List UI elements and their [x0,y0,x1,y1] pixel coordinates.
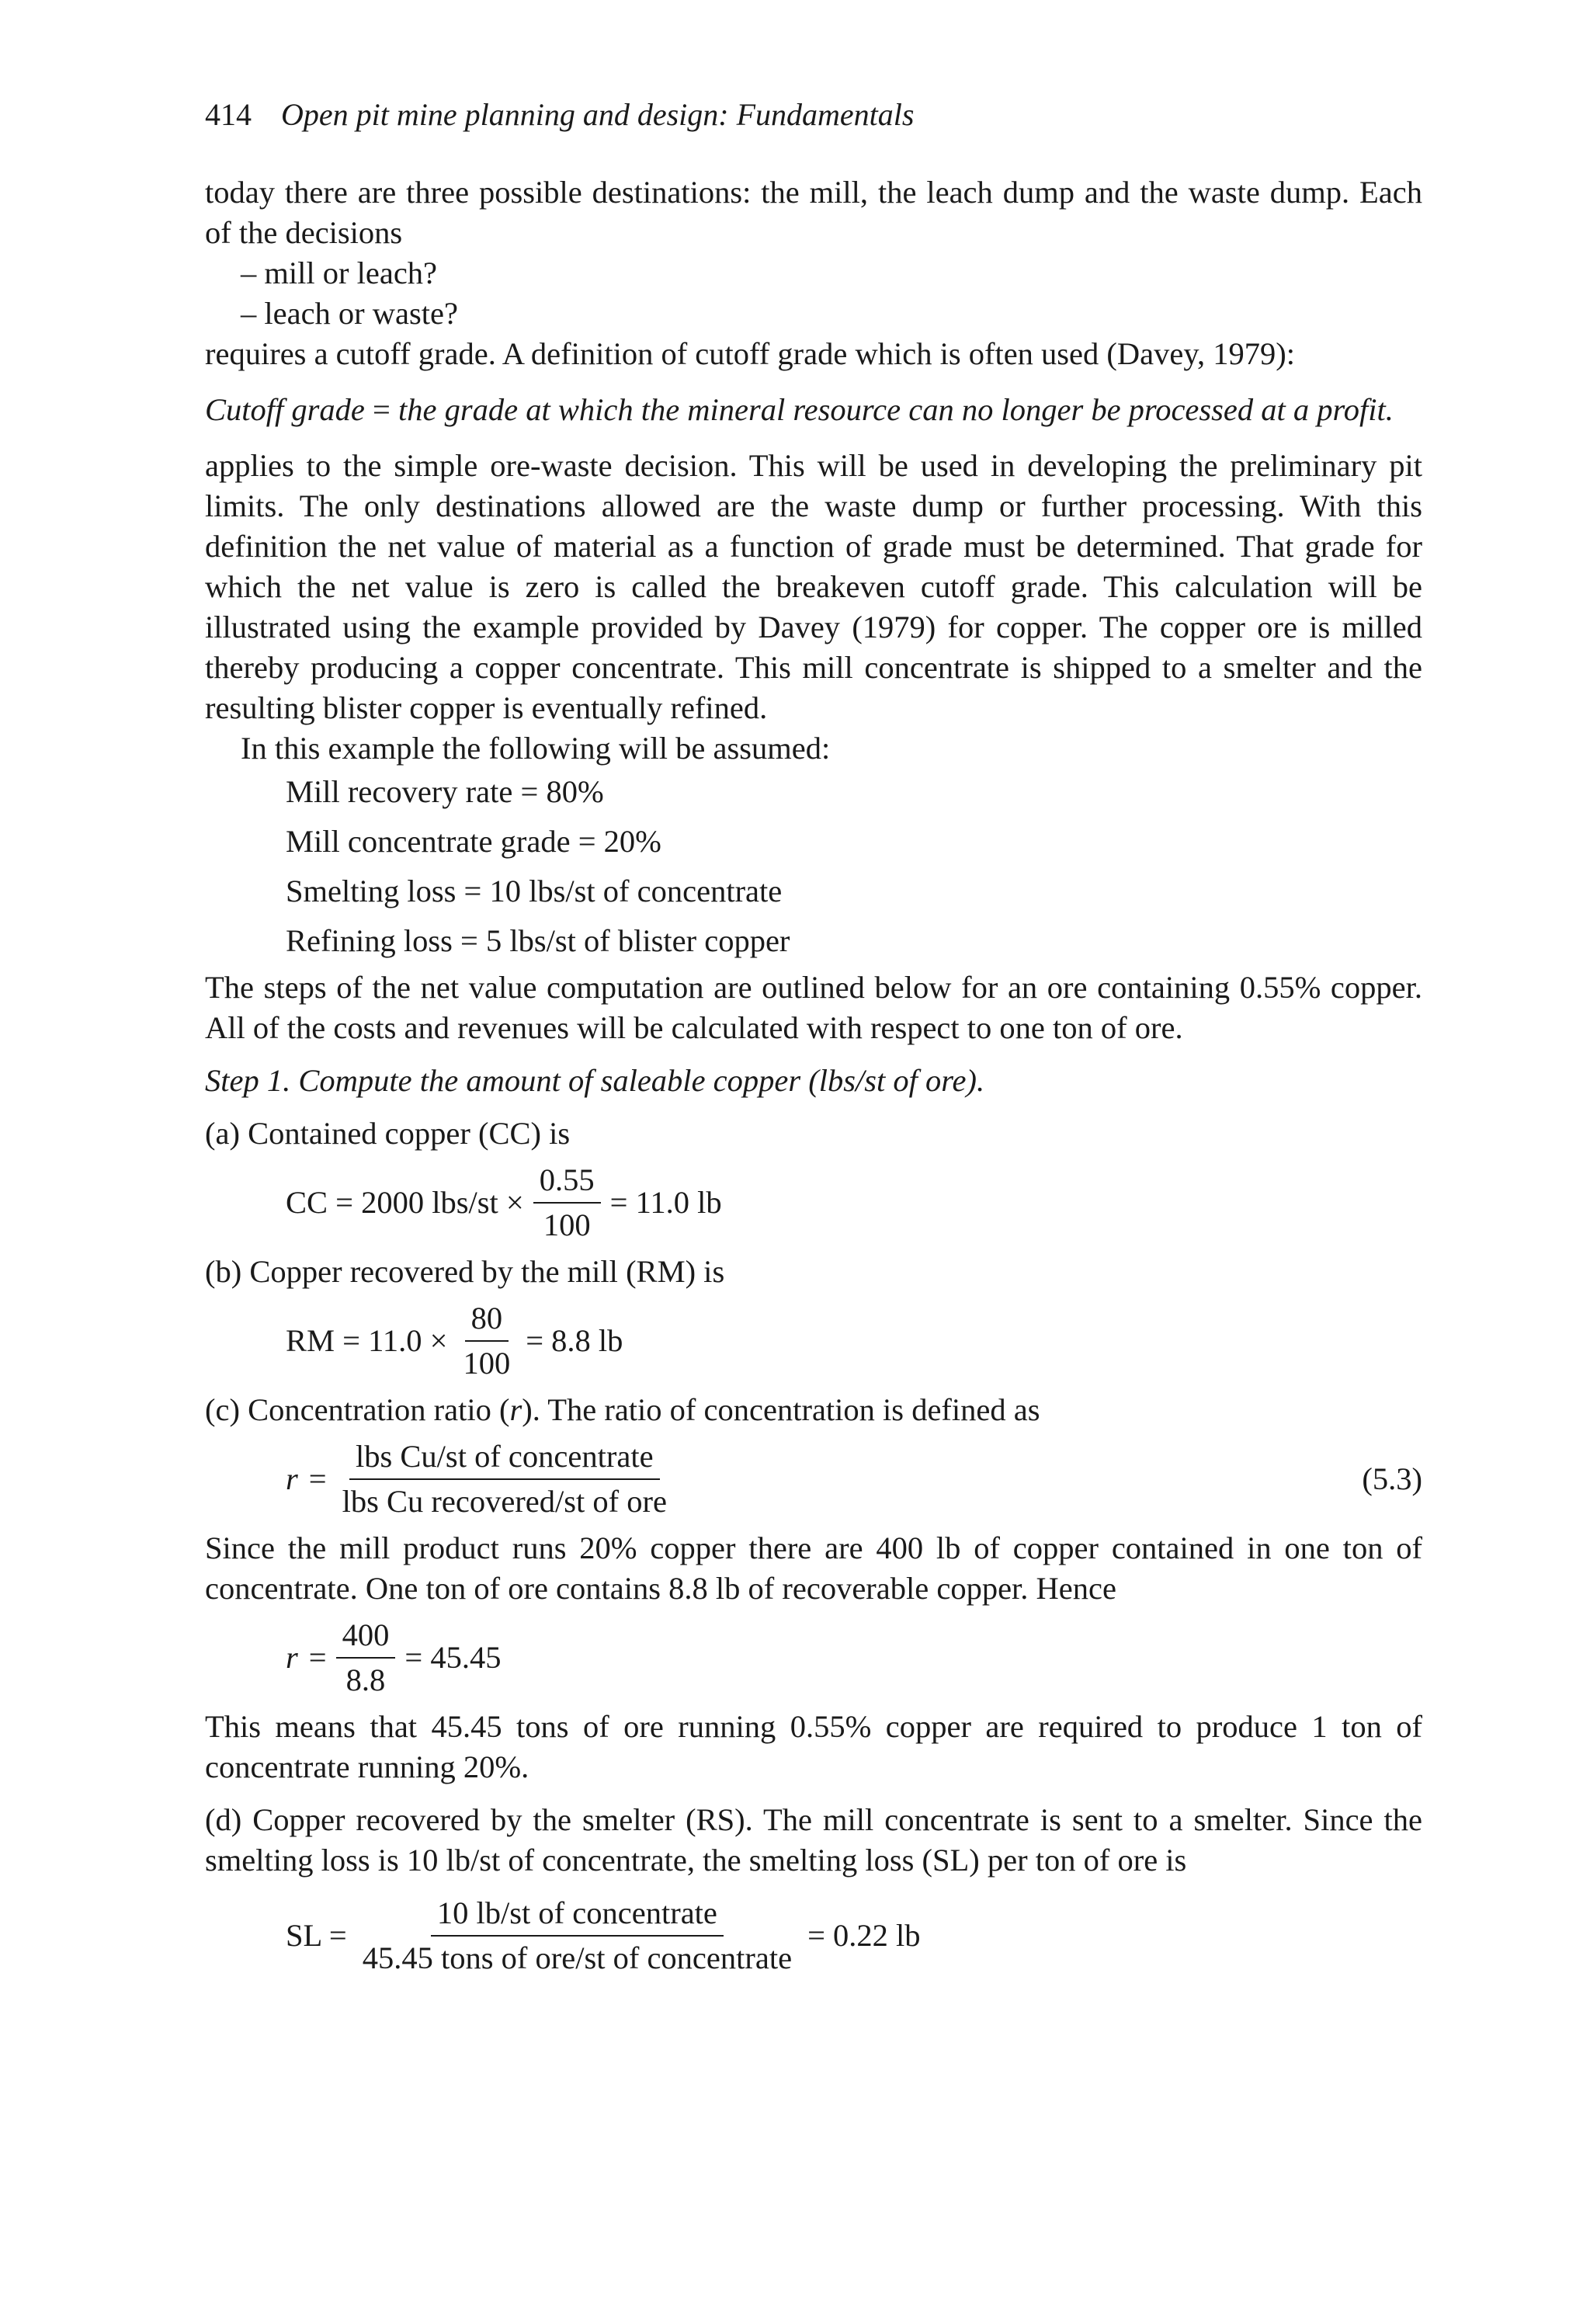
fraction-numerator: 80 [465,1298,509,1342]
page-body [205,172,1422,1985]
page-number: 414 [205,97,252,132]
variable-r: r [509,1392,522,1427]
equation-lhs: CC = 2000 lbs/st × [286,1185,524,1220]
equals-sign: = [308,1461,327,1496]
running-title: Open pit mine planning and design: Fundamentals [281,97,915,132]
equation-lhs: SL = [286,1918,347,1953]
equation-rhs: = 45.45 [404,1640,502,1675]
equation-r-value [205,1615,1422,1700]
item-d-label: (d) Copper recovered by the smelter (RS). The mill concentrate is sent to a smelter. Since the smelting loss is 10 lb/st of concentrate, the smelting loss (SL) per ton of ore is [205,1802,1422,1878]
equation-cc [205,1160,1422,1245]
fraction-numerator: 10 lb/st of concentrate [431,1893,724,1937]
item-a-label: (a) Contained copper (CC) is [205,1116,571,1151]
fraction-denominator: 8.8 [345,1662,386,1697]
fraction-denominator: lbs Cu recovered/st of ore [342,1484,667,1519]
equation-lhs: RM = 11.0 × [286,1323,448,1358]
running-header [205,93,914,137]
definition-text: the grade at which the mineral resource can no longer be processed at a profit. [398,392,1394,427]
assumption-item: Smelting loss = 10 lbs/st of concentrate [286,874,783,908]
item-c-text: (c) Concentration ratio ( [205,1392,510,1427]
assumption-item: Mill recovery rate = 80% [286,774,604,809]
equation-variable: r [286,1640,298,1675]
equals-sign: = [308,1640,327,1675]
assumption-item: Mill concentrate grade = 20% [286,824,661,859]
paragraph-destinations: today there are three possible destinations: the mill, the leach dump and the waste dump. Each of the decisions [205,175,1422,250]
definition-term: Cutoff grade [205,392,365,427]
fraction-denominator: 100 [543,1207,591,1242]
equation-number: (5.3) [1362,1461,1422,1496]
item-c-text: ). The ratio of concentration is defined as [522,1392,1040,1427]
equation-rhs: = 8.8 lb [526,1323,623,1358]
step-1-heading: Step 1. Compute the amount of saleable copper (lbs/st of ore). [205,1063,985,1098]
fraction [356,1893,798,1978]
paragraph-meaning: This means that 45.45 tons of ore running 0.55% copper are required to produce 1 ton of concentrate running 20%. [205,1709,1422,1784]
item-b-label: (b) Copper recovered by the mill (RM) is [205,1254,725,1289]
equation-5-3 [205,1436,1422,1522]
list-item: – mill or leach? [241,255,438,290]
assumption-item: Refining loss = 5 lbs/st of blister copper [286,923,790,958]
list-item: – leach or waste? [241,296,458,331]
fraction [336,1615,396,1700]
fraction-denominator: 100 [463,1346,511,1381]
paragraph-assumed: In this example the following will be assumed: [241,731,831,766]
paragraph-cutoff-intro: requires a cutoff grade. A definition of cutoff grade which is often used (Davey, 1979): [205,336,1295,371]
fraction-numerator: lbs Cu/st of concentrate [349,1436,660,1480]
equation-sl [205,1893,1422,1978]
equation-rhs: = 0.22 lb [807,1918,921,1953]
fraction [336,1436,673,1522]
fraction-denominator: 45.45 tons of ore/st of concentrate [362,1940,793,1975]
paragraph-mill-product: Since the mill product runs 20% copper there are 400 lb of copper contained in one ton of concentrate. One ton of ore contains 8.8 lb of recoverable copper. Hence [205,1530,1422,1606]
cutoff-definition [205,390,1422,430]
item-c-label [205,1390,1422,1430]
paragraph-steps: The steps of the net value computation are outlined below for an ore containing 0.55% copper. All of the costs and revenues will be calculated with respect to one ton of ore. [205,970,1422,1045]
equation-rm [205,1298,1422,1384]
fraction [457,1298,516,1384]
equation-rhs: = 11.0 lb [609,1185,722,1220]
fraction [533,1160,601,1245]
equation-variable: r [286,1461,298,1496]
paragraph-breakeven: applies to the simple ore-waste decision. This will be used in developing the preliminary pit limits. The only destinations allowed are the waste dump or further processing. With this definition the net value of material as a function of grade must be determined. That grade for which the net value is zero is called the breakeven cutoff grade. This calculation will be illustrated using the example provided by Davey (1979) for copper. The copper ore is milled thereby producing a copper concentrate. This mill concentrate is shipped to a smelter and the resulting blister copper is eventually refined. [205,448,1422,725]
definition-equals: = [373,392,391,427]
fraction-numerator: 400 [336,1615,396,1659]
fraction-numerator: 0.55 [533,1160,601,1204]
